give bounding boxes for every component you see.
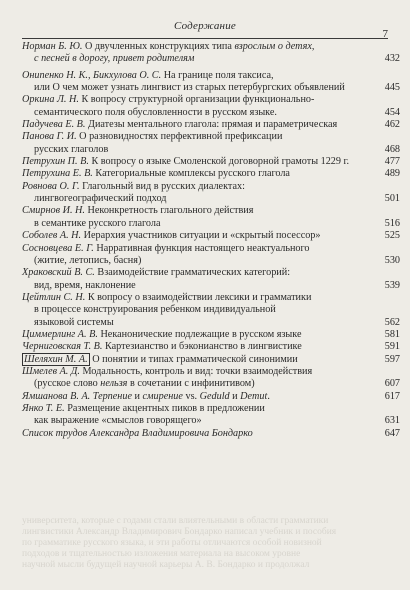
toc-title-text: и [229,390,241,402]
toc-page-number: 617 [384,390,400,402]
toc-author: Оркина Л. Н. [22,94,79,106]
toc-title-text: Demut [240,390,268,402]
toc-title-text: (русское слово [34,378,101,390]
toc-author: Норман Б. Ю. [22,41,83,52]
toc-title-text: Диатезы ментального глагола: прямая и параметрическая [88,119,338,131]
toc-author: Циммерлинг А. В. [22,328,98,340]
toc-entry [22,230,400,242]
toc-entry [22,341,400,353]
toc-author: Падучева Е. В. [22,119,86,131]
toc-title-text: языковой системы [34,316,114,328]
toc-page-number: 530 [384,254,400,266]
toc-line [22,415,400,427]
toc-title-text: взрослым о детях, [234,41,315,52]
toc-title-text: Geduld [199,390,230,402]
toc-line [22,193,400,205]
toc-line [22,354,400,366]
toc-title-text: в процессе конструирования ребенком индивидуальной [34,304,276,316]
toc-title-text: Список трудов Александра Владимировича Бондарко [22,427,253,439]
toc-author: Панова Г. И. [22,131,77,143]
toc-author: Черниговская Т. В. [22,341,103,353]
toc-entry [22,329,400,341]
toc-line [22,181,400,193]
toc-title-text: семантического поля обусловленности в русском языке. [34,106,277,118]
toc-title-text: вид, время, наклонение [34,279,136,291]
bleed-through-text: университета, которые с годами стали влиятельными в области грамматики лингвистики Александр Владимирович Бондарко написал учебник и пособия по грамматике русского языка, и эти работы отличаются особой новизной подходов и тщательностью изложения материала на высоком уровне научной мысли будущей научной карьеры А. В. Бондарко и продолжал [22,516,337,570]
toc-entry [22,205,400,230]
toc-title-text: . [267,390,270,402]
toc-title-text: Нарративная функция настоящего неактуального [96,242,310,254]
toc-author: Шеляхин М. А. [24,353,88,365]
toc-entry [22,391,400,403]
toc-page-number: 562 [384,316,400,328]
toc-line [22,107,400,119]
toc-line [22,304,400,316]
toc-line [22,317,400,329]
toc-author: Смирнов И. Н. [22,205,85,217]
toc-entry [22,41,400,66]
toc-page-number: 468 [384,143,400,155]
toc-line [22,70,400,82]
toc-author: Ямшанова В. А. [22,390,91,402]
toc-author: Соболев А. Н. [22,230,82,242]
toc-entry [22,119,400,131]
toc-entry [22,131,400,156]
toc-entry [22,354,400,366]
toc-entry [22,156,400,168]
toc-page-number: 432 [384,53,400,65]
toc-title-text: как выражение «смыслов говорящего» [34,415,202,427]
toc-title-text: Картезианство и бэконианство в лингвистике [104,341,302,353]
toc-title-text: в сочетании с инфинитивом) [127,378,255,390]
toc-line [22,292,400,304]
toc-line [22,255,400,267]
toc-title-text: К вопросу структурной организации функционально- [81,94,315,106]
toc-title-text: О разновидностях перфективной префиксации [79,131,283,143]
toc-page-number: 489 [384,168,400,180]
toc-author: Сосновцева Е. Г. [22,242,94,254]
toc-line [22,53,400,65]
toc-title-text: Терпение [92,390,132,402]
toc-title-text: (житие, летопись, басня) [34,254,142,266]
toc-title-text: К вопросу о языке Смоленской договорной грамоты 1229 г. [91,156,350,168]
toc-line [22,131,400,143]
toc-line [22,267,400,279]
table-of-contents [22,41,400,440]
toc-line [22,391,400,403]
toc-title-text: Размещение акцентных пиков в предложении [67,402,265,414]
toc-page-number: 454 [384,106,400,118]
toc-entry [22,428,400,440]
toc-title-text: в семантике русского глагола [34,217,161,229]
toc-author: Цейтлин С. Н. [22,291,86,303]
toc-line [22,82,400,94]
toc-page-number: 462 [384,119,400,131]
toc-title-text: нельзя [100,378,128,390]
toc-title-text: К вопросу о взаимодействии лексики и грамматики [87,291,312,303]
toc-entry [22,267,400,292]
toc-page-number: 591 [384,341,400,353]
toc-author: Ровнова О. Г. [22,180,80,192]
toc-page-number: 516 [384,217,400,229]
toc-title-text: Категориальные комплексы русского глагола [95,168,290,180]
toc-page-number: 631 [384,415,400,427]
toc-title-text: русских глаголов [34,143,109,155]
header-rule [22,38,388,39]
toc-line [22,243,400,255]
toc-page-number: 445 [384,82,400,94]
toc-line [22,341,400,353]
toc-author: Шмелев А. Д. [22,365,80,377]
toc-line [22,41,400,53]
toc-entry [22,70,400,95]
toc-author: Онипенко Н. К., Бикхулова О. С. [22,69,162,81]
toc-page-number: 581 [384,328,400,340]
toc-title-text: Неканонические подлежащие в русском языке [100,328,302,340]
toc-line [22,205,400,217]
toc-entry [22,168,400,180]
toc-line [22,218,400,230]
toc-entry [22,243,400,268]
header-title: Содержание [173,20,236,32]
toc-author: Янко Т. Е. [22,402,65,414]
toc-line [22,280,400,292]
toc-title-text: лингвогеографический подход [34,193,167,205]
toc-line [22,230,400,242]
running-header [22,8,388,38]
toc-title-text: Неконкретность глагольного действия [87,205,254,217]
toc-page-number: 647 [384,427,400,439]
toc-title-text: смирение [142,390,183,402]
toc-page-number: 607 [384,378,400,390]
toc-entry [22,94,400,119]
toc-line [22,119,400,131]
toc-entry [22,403,400,428]
toc-author: Петрухин П. В. [22,156,89,168]
toc-title-text: или О чем может узнать лингвист из старых петербургских объявлений [34,82,345,94]
toc-line [22,156,400,168]
toc-title-text: vs. [182,390,200,402]
toc-line [22,378,400,390]
toc-title-text: Иерархия участников ситуации и «скрытый посессор» [83,230,321,242]
toc-title-text: и [131,390,143,402]
toc-title-text: О понятии и типах грамматической синонимии [92,353,298,365]
toc-author: Храковский В. С. [22,267,95,279]
toc-line [22,94,400,106]
toc-page-number: 525 [384,230,400,242]
toc-page-number: 539 [384,279,400,291]
toc-title-text: с песней в дорогу, привет родителям [34,53,195,65]
toc-line [22,366,400,378]
toc-title-text: Глагольный вид в русских диалектах: [82,180,245,192]
toc-page-number: 597 [384,353,400,365]
toc-entry [22,292,400,329]
toc-entry [22,181,400,206]
toc-title-text: Модальность, контроль и вид: точки взаимодействия [82,365,313,377]
toc-title-text: На границе поля таксиса, [163,69,274,81]
toc-line [22,403,400,415]
toc-line [22,329,400,341]
toc-page-number: 501 [384,193,400,205]
toc-title-text: Взаимодействие грамматических категорий: [97,267,291,279]
toc-page-number: 477 [384,156,400,168]
toc-author: Петрухина Е. В. [22,168,93,180]
page-number: 7 [382,28,388,40]
toc-entry [22,366,400,391]
toc-title-text: О двучленных конструкциях типа [84,41,235,52]
toc-line [22,144,400,156]
toc-line [22,428,400,440]
toc-line [22,168,400,180]
